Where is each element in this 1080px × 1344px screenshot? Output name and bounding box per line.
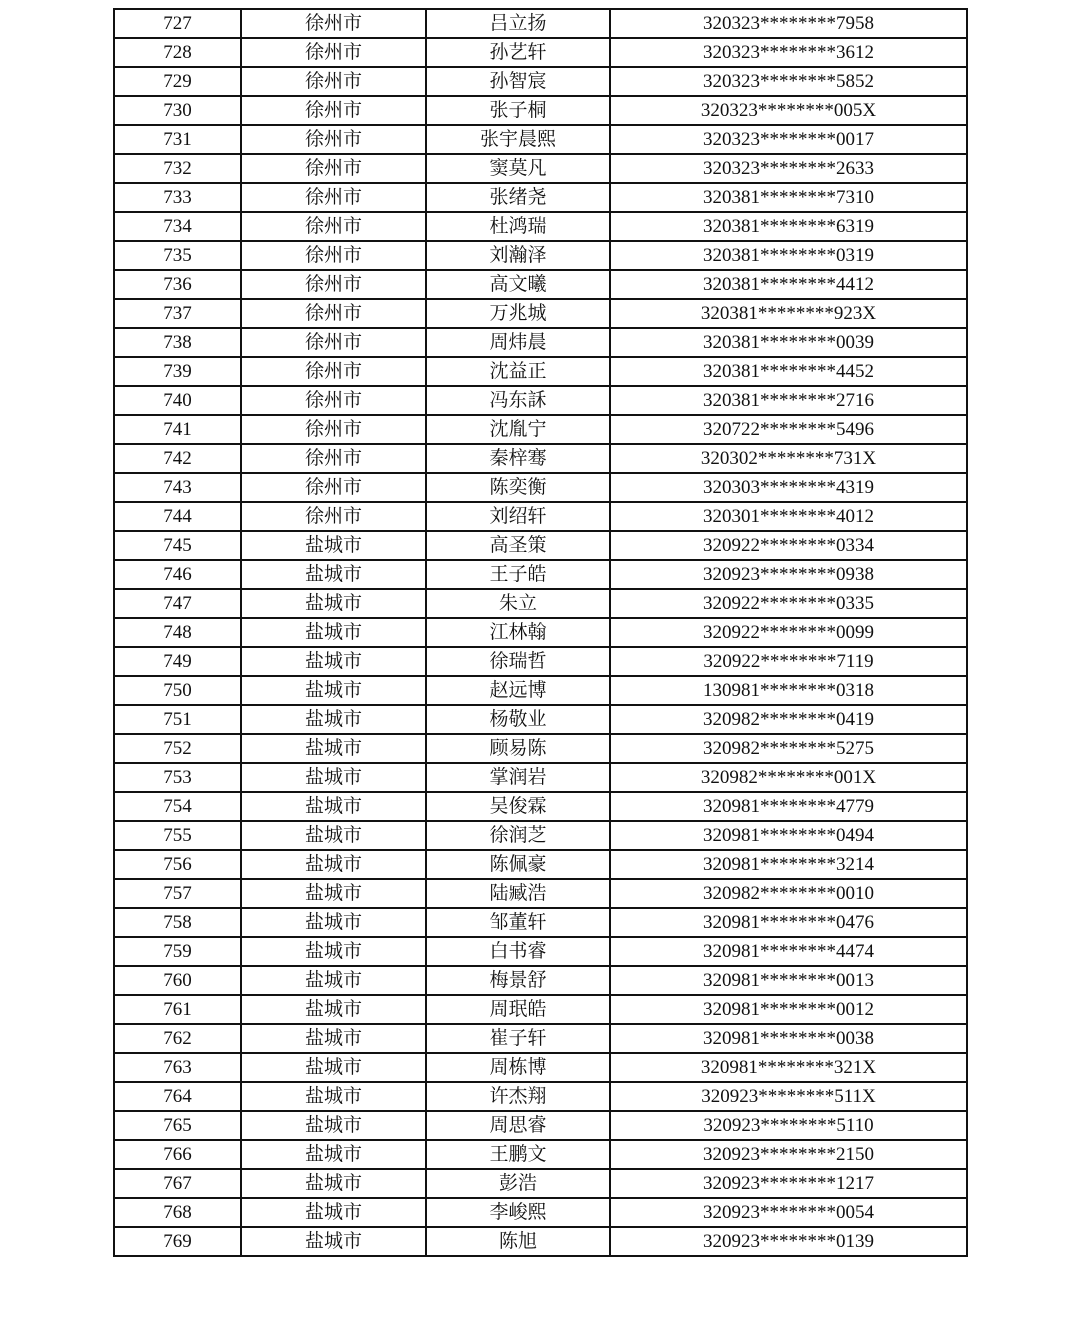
student-name-cell: 秦梓骞 [426, 444, 610, 473]
id-number-cell: 320381********0039 [610, 328, 967, 357]
serial-number-cell: 734 [114, 212, 241, 241]
id-number-cell: 320981********4779 [610, 792, 967, 821]
id-number-cell: 130981********0318 [610, 676, 967, 705]
table-row [114, 1169, 967, 1198]
id-number-cell: 320922********0335 [610, 589, 967, 618]
id-number-cell: 320922********0334 [610, 531, 967, 560]
table-row [114, 1082, 967, 1111]
serial-number-cell: 733 [114, 183, 241, 212]
student-name-cell: 李峻熙 [426, 1198, 610, 1227]
city-cell: 盐城市 [241, 734, 426, 763]
serial-number-cell: 739 [114, 357, 241, 386]
serial-number-cell: 748 [114, 618, 241, 647]
serial-number-cell: 746 [114, 560, 241, 589]
city-cell: 徐州市 [241, 183, 426, 212]
id-number-cell: 320381********0319 [610, 241, 967, 270]
id-number-cell: 320982********5275 [610, 734, 967, 763]
student-name-cell: 刘绍轩 [426, 502, 610, 531]
city-cell: 徐州市 [241, 473, 426, 502]
serial-number-cell: 766 [114, 1140, 241, 1169]
table-row [114, 357, 967, 386]
city-cell: 盐城市 [241, 1140, 426, 1169]
serial-number-cell: 767 [114, 1169, 241, 1198]
table-row [114, 879, 967, 908]
table-row [114, 1111, 967, 1140]
student-name-cell: 窦莫凡 [426, 154, 610, 183]
id-number-cell: 320981********4474 [610, 937, 967, 966]
student-name-cell: 王鹏文 [426, 1140, 610, 1169]
city-cell: 徐州市 [241, 9, 426, 38]
serial-number-cell: 730 [114, 96, 241, 125]
id-number-cell: 320323********7958 [610, 9, 967, 38]
city-cell: 盐城市 [241, 1053, 426, 1082]
student-name-cell: 徐瑞哲 [426, 647, 610, 676]
table-row [114, 908, 967, 937]
table-row [114, 1140, 967, 1169]
student-name-cell: 陈佩豪 [426, 850, 610, 879]
city-cell: 盐城市 [241, 966, 426, 995]
id-number-cell: 320981********0012 [610, 995, 967, 1024]
id-number-cell: 320302********731X [610, 444, 967, 473]
serial-number-cell: 751 [114, 705, 241, 734]
id-number-cell: 320381********4412 [610, 270, 967, 299]
student-name-cell: 陆臧浩 [426, 879, 610, 908]
city-cell: 盐城市 [241, 763, 426, 792]
student-name-cell: 徐润芝 [426, 821, 610, 850]
table-row [114, 763, 967, 792]
id-number-cell: 320923********0938 [610, 560, 967, 589]
table-row [114, 734, 967, 763]
student-name-cell: 邹董轩 [426, 908, 610, 937]
table-row [114, 821, 967, 850]
city-cell: 徐州市 [241, 299, 426, 328]
student-name-cell: 高文曦 [426, 270, 610, 299]
student-name-cell: 王子皓 [426, 560, 610, 589]
table-row [114, 792, 967, 821]
table-row [114, 618, 967, 647]
student-name-cell: 周栋博 [426, 1053, 610, 1082]
serial-number-cell: 747 [114, 589, 241, 618]
city-cell: 盐城市 [241, 1024, 426, 1053]
city-cell: 徐州市 [241, 357, 426, 386]
id-number-cell: 320982********0010 [610, 879, 967, 908]
table-row [114, 647, 967, 676]
table-row [114, 531, 967, 560]
serial-number-cell: 755 [114, 821, 241, 850]
city-cell: 盐城市 [241, 531, 426, 560]
city-cell: 盐城市 [241, 995, 426, 1024]
serial-number-cell: 759 [114, 937, 241, 966]
id-number-cell: 320323********3612 [610, 38, 967, 67]
student-name-cell: 顾易陈 [426, 734, 610, 763]
serial-number-cell: 758 [114, 908, 241, 937]
table-row [114, 67, 967, 96]
city-cell: 徐州市 [241, 38, 426, 67]
id-number-cell: 320323********005X [610, 96, 967, 125]
city-cell: 盐城市 [241, 821, 426, 850]
city-cell: 盐城市 [241, 937, 426, 966]
city-cell: 盐城市 [241, 1111, 426, 1140]
id-number-cell: 320922********0099 [610, 618, 967, 647]
id-number-cell: 320381********923X [610, 299, 967, 328]
student-name-cell: 梅景舒 [426, 966, 610, 995]
table-row [114, 241, 967, 270]
table-row [114, 386, 967, 415]
serial-number-cell: 731 [114, 125, 241, 154]
student-name-cell: 杜鸿瑞 [426, 212, 610, 241]
table-row [114, 125, 967, 154]
serial-number-cell: 744 [114, 502, 241, 531]
serial-number-cell: 760 [114, 966, 241, 995]
city-cell: 盐城市 [241, 618, 426, 647]
serial-number-cell: 736 [114, 270, 241, 299]
city-cell: 盐城市 [241, 1082, 426, 1111]
id-number-cell: 320981********0013 [610, 966, 967, 995]
city-cell: 徐州市 [241, 241, 426, 270]
table-row [114, 1024, 967, 1053]
table-row [114, 212, 967, 241]
table-row [114, 502, 967, 531]
student-name-cell: 崔子轩 [426, 1024, 610, 1053]
city-cell: 盐城市 [241, 705, 426, 734]
city-cell: 盐城市 [241, 1227, 426, 1256]
table-row [114, 850, 967, 879]
id-number-cell: 320922********7119 [610, 647, 967, 676]
id-number-cell: 320323********0017 [610, 125, 967, 154]
student-name-cell: 周思睿 [426, 1111, 610, 1140]
serial-number-cell: 750 [114, 676, 241, 705]
city-cell: 盐城市 [241, 879, 426, 908]
student-name-cell: 陈旭 [426, 1227, 610, 1256]
serial-number-cell: 732 [114, 154, 241, 183]
student-name-cell: 吴俊霖 [426, 792, 610, 821]
student-name-cell: 杨敬业 [426, 705, 610, 734]
id-number-cell: 320981********0494 [610, 821, 967, 850]
student-name-cell: 彭浩 [426, 1169, 610, 1198]
serial-number-cell: 743 [114, 473, 241, 502]
id-number-cell: 320381********7310 [610, 183, 967, 212]
student-name-cell: 高圣策 [426, 531, 610, 560]
table-row [114, 705, 967, 734]
id-number-cell: 320982********0419 [610, 705, 967, 734]
city-cell: 徐州市 [241, 270, 426, 299]
id-number-cell: 320381********6319 [610, 212, 967, 241]
city-cell: 徐州市 [241, 125, 426, 154]
student-name-cell: 江林翰 [426, 618, 610, 647]
id-number-cell: 320923********0139 [610, 1227, 967, 1256]
table-row [114, 1198, 967, 1227]
serial-number-cell: 737 [114, 299, 241, 328]
table-row [114, 937, 967, 966]
city-cell: 徐州市 [241, 502, 426, 531]
id-number-cell: 320923********2150 [610, 1140, 967, 1169]
student-name-cell: 张宇晨熙 [426, 125, 610, 154]
serial-number-cell: 769 [114, 1227, 241, 1256]
city-cell: 盐城市 [241, 560, 426, 589]
city-cell: 徐州市 [241, 96, 426, 125]
id-number-cell: 320381********4452 [610, 357, 967, 386]
student-name-cell: 沈胤宁 [426, 415, 610, 444]
city-cell: 徐州市 [241, 444, 426, 473]
roster-sheet [113, 8, 966, 1257]
table-row [114, 444, 967, 473]
serial-number-cell: 742 [114, 444, 241, 473]
table-row [114, 270, 967, 299]
city-cell: 徐州市 [241, 212, 426, 241]
student-name-cell: 冯东訸 [426, 386, 610, 415]
id-number-cell: 320923********1217 [610, 1169, 967, 1198]
table-row [114, 473, 967, 502]
id-number-cell: 320923********511X [610, 1082, 967, 1111]
student-name-cell: 万兆城 [426, 299, 610, 328]
serial-number-cell: 749 [114, 647, 241, 676]
table-row [114, 328, 967, 357]
student-name-cell: 朱立 [426, 589, 610, 618]
student-name-cell: 沈益正 [426, 357, 610, 386]
id-number-cell: 320381********2716 [610, 386, 967, 415]
student-name-cell: 张子桐 [426, 96, 610, 125]
student-name-cell: 孙智宸 [426, 67, 610, 96]
student-name-cell: 吕立扬 [426, 9, 610, 38]
serial-number-cell: 738 [114, 328, 241, 357]
serial-number-cell: 740 [114, 386, 241, 415]
city-cell: 盐城市 [241, 1169, 426, 1198]
table-row [114, 299, 967, 328]
serial-number-cell: 768 [114, 1198, 241, 1227]
table-row [114, 560, 967, 589]
serial-number-cell: 754 [114, 792, 241, 821]
serial-number-cell: 745 [114, 531, 241, 560]
city-cell: 盐城市 [241, 676, 426, 705]
id-number-cell: 320981********321X [610, 1053, 967, 1082]
student-name-cell: 许杰翔 [426, 1082, 610, 1111]
id-number-cell: 320923********5110 [610, 1111, 967, 1140]
roster-table-body [114, 9, 967, 1256]
student-name-cell: 周珉皓 [426, 995, 610, 1024]
table-row [114, 154, 967, 183]
table-row [114, 415, 967, 444]
serial-number-cell: 765 [114, 1111, 241, 1140]
student-name-cell: 陈奕衡 [426, 473, 610, 502]
serial-number-cell: 761 [114, 995, 241, 1024]
city-cell: 盐城市 [241, 850, 426, 879]
serial-number-cell: 735 [114, 241, 241, 270]
id-number-cell: 320323********5852 [610, 67, 967, 96]
id-number-cell: 320303********4319 [610, 473, 967, 502]
city-cell: 盐城市 [241, 589, 426, 618]
table-row [114, 995, 967, 1024]
student-name-cell: 孙艺轩 [426, 38, 610, 67]
city-cell: 徐州市 [241, 328, 426, 357]
serial-number-cell: 753 [114, 763, 241, 792]
id-number-cell: 320981********0476 [610, 908, 967, 937]
city-cell: 盐城市 [241, 908, 426, 937]
student-name-cell: 周炜晨 [426, 328, 610, 357]
city-cell: 盐城市 [241, 1198, 426, 1227]
serial-number-cell: 764 [114, 1082, 241, 1111]
serial-number-cell: 727 [114, 9, 241, 38]
id-number-cell: 320301********4012 [610, 502, 967, 531]
city-cell: 徐州市 [241, 154, 426, 183]
table-row [114, 1227, 967, 1256]
serial-number-cell: 728 [114, 38, 241, 67]
serial-number-cell: 757 [114, 879, 241, 908]
id-number-cell: 320981********3214 [610, 850, 967, 879]
student-name-cell: 赵远博 [426, 676, 610, 705]
city-cell: 盐城市 [241, 647, 426, 676]
table-row [114, 1053, 967, 1082]
id-number-cell: 320981********0038 [610, 1024, 967, 1053]
serial-number-cell: 752 [114, 734, 241, 763]
student-name-cell: 白书睿 [426, 937, 610, 966]
serial-number-cell: 729 [114, 67, 241, 96]
city-cell: 盐城市 [241, 792, 426, 821]
table-row [114, 96, 967, 125]
serial-number-cell: 756 [114, 850, 241, 879]
student-name-cell: 张绪尧 [426, 183, 610, 212]
student-name-cell: 掌润岩 [426, 763, 610, 792]
table-row [114, 966, 967, 995]
roster-table [113, 8, 968, 1257]
city-cell: 徐州市 [241, 415, 426, 444]
table-row [114, 589, 967, 618]
id-number-cell: 320323********2633 [610, 154, 967, 183]
table-row [114, 676, 967, 705]
city-cell: 徐州市 [241, 67, 426, 96]
id-number-cell: 320923********0054 [610, 1198, 967, 1227]
table-row [114, 183, 967, 212]
table-row [114, 38, 967, 67]
serial-number-cell: 762 [114, 1024, 241, 1053]
city-cell: 徐州市 [241, 386, 426, 415]
id-number-cell: 320982********001X [610, 763, 967, 792]
serial-number-cell: 763 [114, 1053, 241, 1082]
serial-number-cell: 741 [114, 415, 241, 444]
id-number-cell: 320722********5496 [610, 415, 967, 444]
student-name-cell: 刘瀚泽 [426, 241, 610, 270]
table-row [114, 9, 967, 38]
